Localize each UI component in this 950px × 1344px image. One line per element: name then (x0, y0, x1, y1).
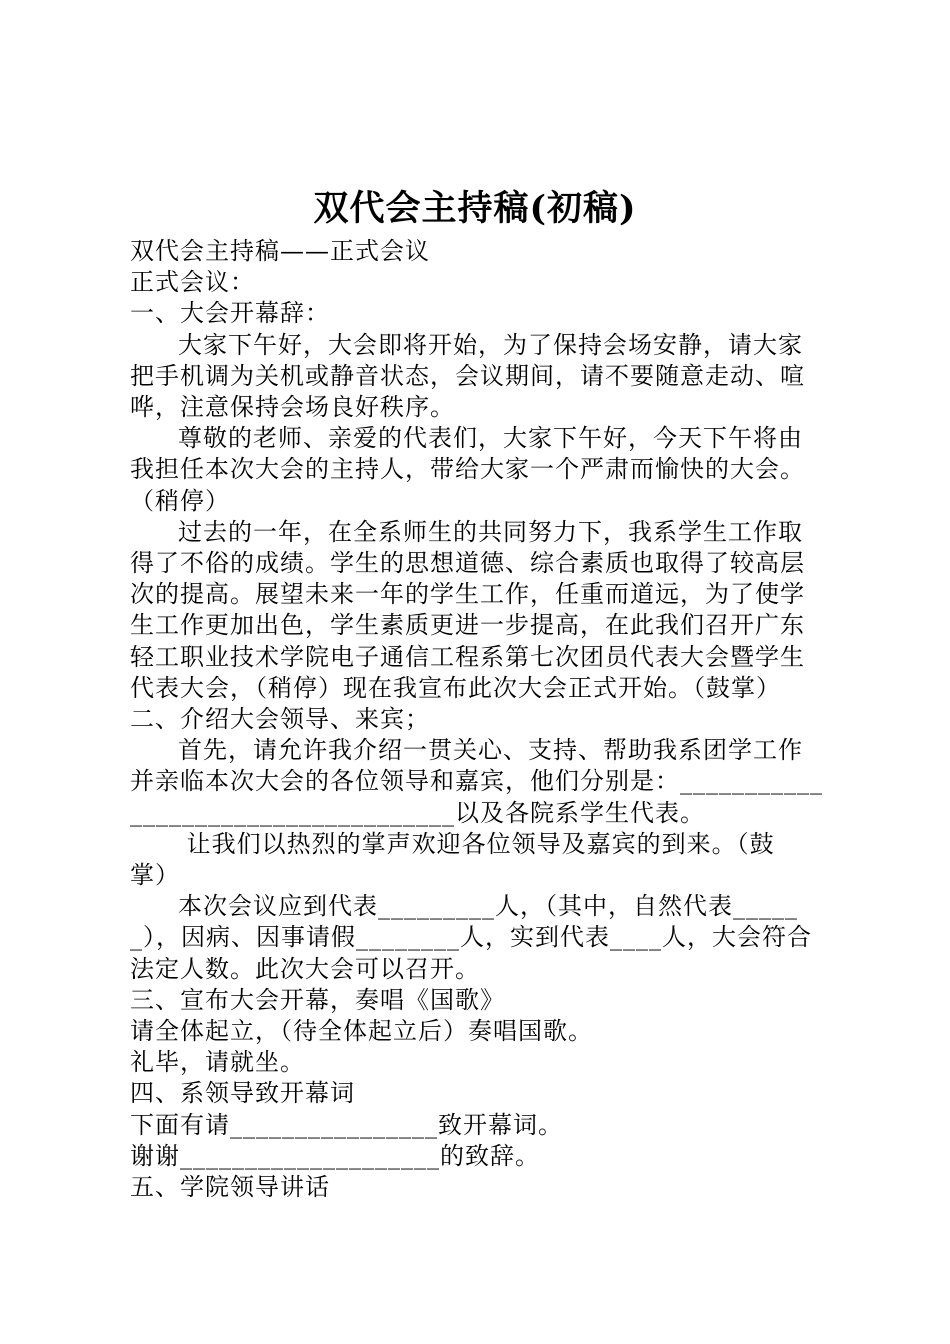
paragraph-line: 并亲临本次大会的各位领导和嘉宾，他们分别是：___________ (130, 767, 823, 796)
paragraph-line: 次的提高。展望未来一年的学生工作，任重而道远，为了使学 (130, 580, 805, 609)
paragraph-applause (130, 829, 830, 891)
line-invite: 下面有请________________致开幕词。 (130, 1110, 563, 1139)
subtitle-line: 双代会主持稿——正式会议 (130, 237, 430, 265)
paragraph-opening (130, 330, 830, 424)
paragraph-line: 过去的一年，在全系师生的共同努力下，我系学生工作取 (178, 517, 803, 546)
heading-anthem: 三、宣布大会开幕，奏唱《国歌》 (130, 985, 505, 1014)
paragraph-line: 代表大会，（稍停）现在我宣布此次大会正式开始。（鼓掌） (130, 673, 781, 702)
line-thanks: 谢谢____________________的致辞。 (130, 1141, 540, 1170)
paragraph-line: 生工作更加出色，学生素质更进一步提高，在此我们召开广东 (130, 611, 805, 640)
paragraph-line: _），因病、因事请假________人，实到代表____人，大会符合 (130, 923, 812, 952)
line-stand: 请全体起立，（待全体起立后）奏唱国歌。 (130, 1017, 593, 1046)
heading-opening-speech: 一、大会开幕辞： (130, 299, 330, 328)
paragraph-line: 让我们以热烈的掌声欢迎各位领导及嘉宾的到来。（鼓 (178, 829, 775, 858)
document-body (130, 236, 830, 1203)
paragraph-line: 法定人数。此次大会可以召开。 (130, 954, 480, 983)
heading-opening-address: 四、系领导致开幕词 (130, 1079, 355, 1108)
paragraph-line: 大家下午好，大会即将开始，为了保持会场安静，请大家 (178, 330, 803, 359)
heading-introduce-guests: 二、介绍大会领导、来宾； (130, 705, 430, 734)
paragraph-line: 首先，请允许我介绍一贯关心、支持、帮助我系团学工作 (178, 736, 803, 765)
paragraph-line: 把手机调为关机或静音状态，会议期间，请不要随意走动、喧 (130, 361, 805, 390)
section-label: 正式会议： (130, 268, 255, 297)
paragraph-line: _________________________以及各院系学生代表。 (130, 798, 705, 827)
line-sit: 礼毕，请就坐。 (130, 1048, 305, 1077)
paragraph-line: （稍停） (130, 486, 230, 515)
paragraph-line: 得了不俗的成绩。学生的思想道德、综合素质也取得了较高层 (130, 549, 805, 578)
paragraph-line: 掌） (130, 861, 180, 890)
paragraph-review (130, 517, 830, 704)
heading-college-speech: 五、学院领导讲话 (130, 1173, 330, 1202)
paragraph-line: 我担任本次大会的主持人，带给大家一个严肃而愉快的大会。 (130, 455, 805, 484)
document-title: 双代会主持稿(初稿) (313, 188, 637, 229)
paragraph-line: 哗，注意保持会场良好秩序。 (130, 393, 455, 422)
paragraph-guests (130, 735, 830, 829)
paragraph-line: 本次会议应到代表_________人，（其中，自然代表_____ (178, 892, 798, 921)
paragraph-attendance (130, 891, 830, 985)
paragraph-line: 尊敬的老师、亲爱的代表们，大家下午好，今天下午将由 (178, 424, 803, 453)
paragraph-greeting (130, 423, 830, 517)
paragraph-line: 轻工职业技术学院电子通信工程系第七次团员代表大会暨学生 (130, 642, 805, 671)
